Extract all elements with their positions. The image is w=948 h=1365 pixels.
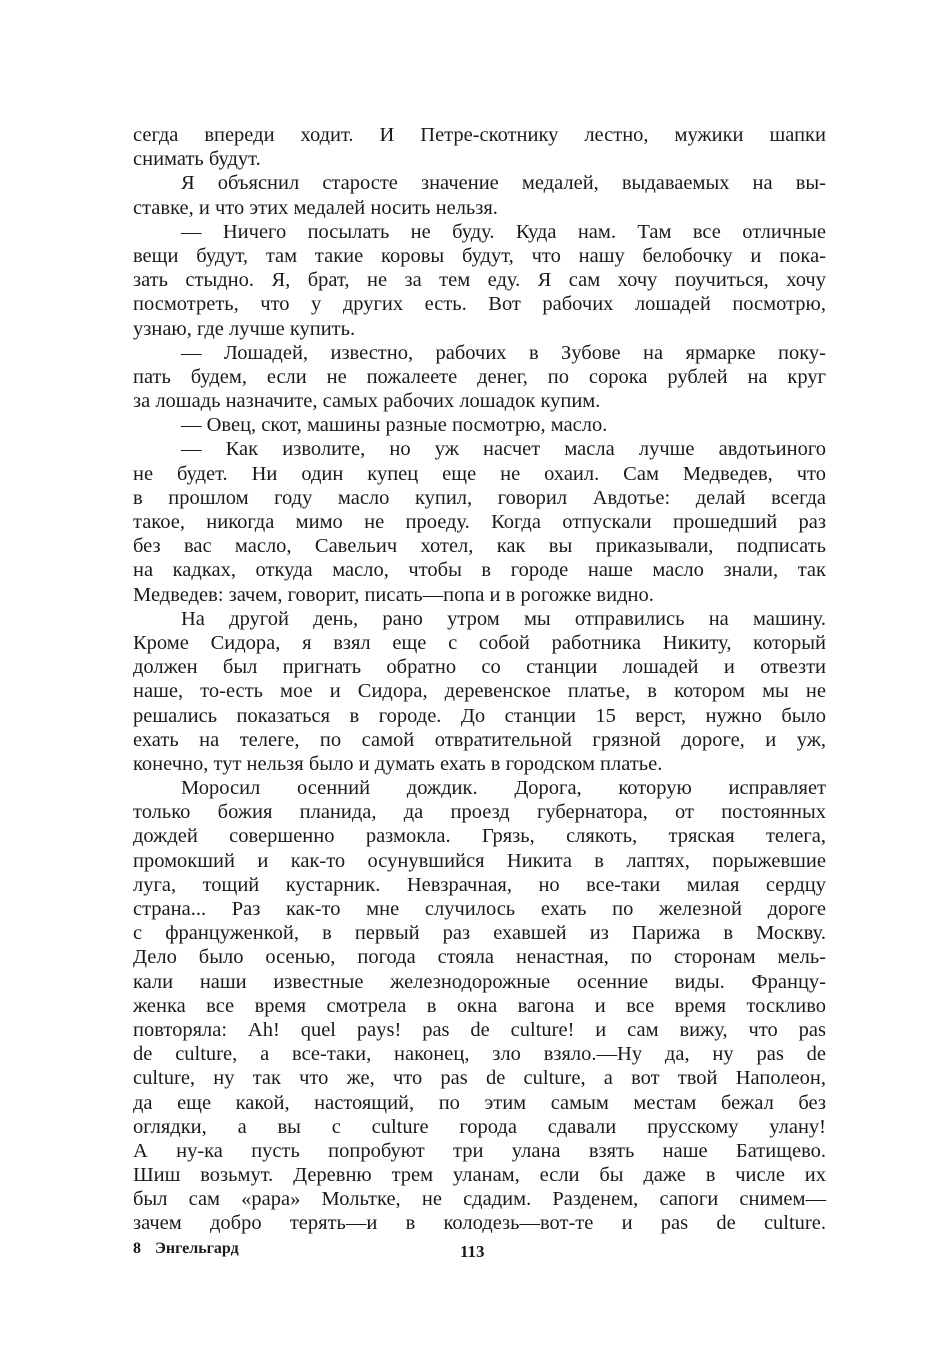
text-line: кали наши известные железнодорожные осенние виды. Францу-	[133, 970, 826, 993]
text-line: сегда впереди ходит. И Петре-скотнику лестно, мужики шапки	[133, 124, 826, 146]
text-line: промокший и как-то осунувшийся Никита в лаптях, порыжевшие	[133, 849, 826, 872]
text-line: На другой день, рано утром мы отправились на машину.	[181, 607, 826, 630]
text-line: решались показаться в городе. До станции 15 верст, нужно было	[133, 704, 826, 727]
text-line: ехать на телеге, по самой отвратительной грязной дороге, и уж,	[133, 728, 826, 751]
text-line: должен был пригнать обратно со станции лошадей и отвезти	[133, 656, 826, 679]
text-line: в прошлом году масло купил, говорил Авдотье: делай всегда	[133, 486, 826, 509]
text-line: страна... Раз как-то мне случилось ехать по железной дороге	[133, 898, 826, 920]
page-footer	[133, 1240, 826, 1268]
text-line: да еще какой, настоящий, по этим самым местам бежал без	[133, 1091, 826, 1114]
text-line: с француженкой, в первый раз ехавшей из Парижа в Москву.	[133, 922, 826, 945]
text-line: culture, ну так что же, что pas de culture, а вот твой Наполеон,	[133, 1067, 826, 1090]
text-line: на кадках, откуда масло, чтобы в городе наше масло знали, так	[133, 559, 826, 582]
text-line: наше, то-есть мое и Сидора, деревенское платье, в котором мы не	[133, 680, 826, 703]
signature-name: Энгельгард	[155, 1240, 239, 1257]
signature-number: 8	[133, 1240, 141, 1257]
printer-signature	[133, 1240, 239, 1258]
text-line: такое, никогда мимо не проеду. Когда отпускали прошедший раз	[133, 511, 826, 533]
text-line: А ну-ка пусть попробуют три улана взять наше Батищево.	[133, 1139, 826, 1162]
text-line: Дело было осенью, погода стояла ненастная, по сторонам мель-	[133, 946, 826, 969]
text-line: был сам «papa» Мольтке, не сдадим. Разденем, сапоги снимем—	[133, 1188, 826, 1211]
text-line: без вас масло, Савельич хотел, как вы приказывали, подписать	[133, 535, 826, 558]
body-text	[133, 123, 826, 1236]
text-line: зачем добро терять—и в колодезь—вот-те и pas de culture.	[133, 1212, 826, 1235]
text-line: Я объяснил старосте значение медалей, выдаваемых на вы-	[181, 172, 826, 195]
text-line: узнаю, где лучше купить.	[133, 317, 356, 340]
text-line: луга, тощий кустарник. Невзрачная, но все-таки милая сердцу	[133, 873, 826, 896]
text-line: de culture, а все-таки, наконец, зло взяло.—Ну да, ну pas de	[133, 1043, 826, 1066]
text-line: — Как изволите, но уж насчет масла лучше авдотьиного	[181, 438, 826, 461]
text-line: конечно, тут нельзя было и думать ехать в городском платье.	[133, 752, 663, 775]
text-line: зать стыдно. Я, брат, не за тем еду. Я сам хочу поучиться, хочу	[133, 269, 826, 292]
text-line: за лошадь назначите, самых рабочих лошадок купим.	[133, 390, 601, 413]
text-line: только божия планида, да проезд губернатора, от постоянных	[133, 801, 826, 824]
text-line: ставке, и что этих медалей носить нельзя.	[133, 196, 498, 219]
text-line: — Лошадей, известно, рабочих в Зубове на ярмарке поку-	[181, 341, 826, 364]
text-line: не будет. Ни один купец еще не охаил. Сам Медведев, что	[133, 462, 826, 485]
page-number: 113	[460, 1242, 485, 1261]
text-line: снимать будут.	[133, 148, 261, 171]
text-line: повторяла: Ah! quel pays! pas de culture! и сам вижу, что pas	[133, 1018, 826, 1041]
text-line: Медведев: зачем, говорит, писать—попа и в рогожке видно.	[133, 583, 654, 606]
text-line: — Овец, скот, машины разные посмотрю, масло.	[181, 414, 608, 437]
text-line: вещи будут, там такие коровы будут, что нашу белобочку и пока-	[133, 244, 826, 267]
text-line: — Ничего посылать не буду. Куда нам. Там все отличные	[181, 220, 826, 243]
text-line: посмотреть, что у других есть. Вот рабочих лошадей посмотрю,	[133, 293, 826, 316]
text-line: оглядки, а вы с culture города сдавали прусскому улану!	[133, 1115, 826, 1138]
text-line: дождей совершенно размокла. Грязь, слякоть, тряская телега,	[133, 825, 826, 848]
text-line: женка все время смотрела в окна вагона и все время тоскливо	[133, 994, 826, 1017]
text-line: Шиш возьмут. Деревню трем уланам, если бы даже в числе их	[133, 1164, 826, 1187]
text-line: Кроме Сидора, я взял еще с собой работника Никиту, который	[133, 631, 826, 654]
text-line: пать будем, если не пожалеете денег, по сорока рублей на круг	[133, 365, 826, 388]
text-line: Моросил осенний дождик. Дорога, которую исправляет	[181, 777, 826, 800]
